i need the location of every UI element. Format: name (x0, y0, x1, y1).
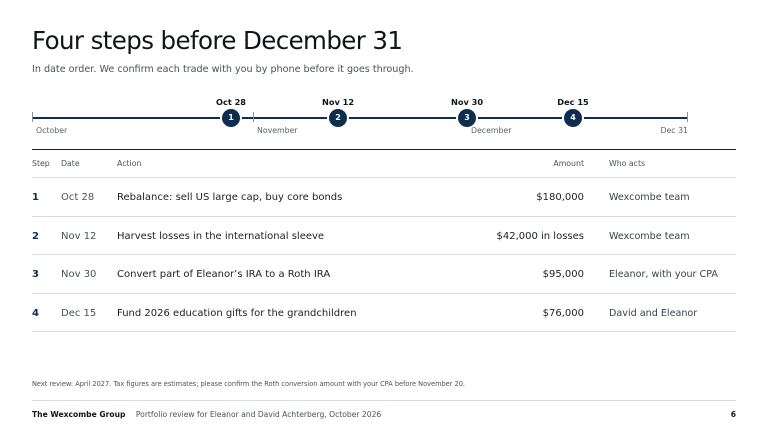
timeline-tick-dec-31 (687, 112, 688, 122)
step-number: 1 (32, 192, 39, 203)
column-header-amount: Amount (553, 159, 584, 168)
step-amount: $180,000 (536, 192, 584, 203)
column-header-step: Step (32, 159, 50, 168)
step-amount: $95,000 (542, 269, 584, 280)
step-date: Dec 15 (61, 307, 97, 319)
timeline-event-marker-3: 3 (458, 109, 476, 127)
timeline-month-december: December (471, 126, 512, 135)
timeline-tick-november (253, 112, 254, 122)
slide-title: Four steps before December 31 (32, 26, 403, 55)
footnote: Next review: April 2027. Tax figures are estimates; please confirm the Roth conversion amount with your CPA before November 20. (32, 380, 466, 388)
timeline-month-october: October (36, 126, 68, 135)
step-number: 2 (32, 230, 39, 242)
timeline-event-marker-2: 2 (329, 109, 347, 127)
table-row (32, 217, 736, 256)
step-number: 3 (32, 269, 39, 280)
table-row (32, 294, 736, 333)
column-header-action: Action (117, 159, 142, 168)
table-row (32, 255, 736, 294)
table-header-row (32, 149, 736, 178)
step-amount: $42,000 in losses (496, 230, 584, 242)
steps-table (32, 149, 736, 332)
step-action: Fund 2026 education gifts for the grandchildren (117, 307, 357, 319)
timeline-month-dec-31: Dec 31 (660, 126, 688, 135)
step-action: Rebalance: sell US large cap, buy core bonds (117, 192, 343, 203)
step-amount: $76,000 (542, 307, 584, 319)
step-date: Nov 30 (61, 269, 97, 280)
step-number: 4 (32, 307, 39, 319)
column-header-who-acts: Who acts (609, 159, 646, 168)
footer-description: Portfolio review for Eleanor and David Achterberg, October 2026 (135, 410, 382, 419)
footer-divider (32, 400, 736, 401)
slide-footer (32, 410, 736, 422)
timeline-event-date-1: Oct 28 (216, 97, 246, 107)
timeline-event-date-4: Dec 15 (557, 97, 589, 107)
step-date: Oct 28 (61, 192, 95, 203)
column-header-date: Date (61, 159, 80, 168)
timeline-event-date-2: Nov 12 (321, 97, 355, 107)
slide-subtitle: In date order. We confirm each trade with you by phone before it goes through. (32, 64, 414, 75)
timeline (0, 92, 768, 140)
step-who-acts: Wexcombe team (609, 230, 690, 242)
firm-name: The Wexcombe Group (32, 410, 126, 419)
page-number: 6 (730, 410, 736, 419)
timeline-month-november: November (257, 126, 298, 135)
step-action: Harvest losses in the international sleeve (117, 230, 325, 242)
timeline-axis (32, 117, 688, 119)
step-who-acts: Eleanor, with your CPA (609, 269, 718, 280)
step-date: Nov 12 (61, 230, 97, 242)
step-action: Convert part of Eleanor’s IRA to a Roth IRA (117, 269, 331, 280)
step-who-acts: Wexcombe team (609, 192, 690, 203)
timeline-event-marker-4: 4 (564, 109, 582, 127)
timeline-tick-october (32, 112, 33, 122)
timeline-event-marker-1: 1 (222, 109, 240, 127)
timeline-event-date-3: Nov 30 (450, 97, 484, 107)
step-who-acts: David and Eleanor (609, 307, 698, 319)
table-row (32, 178, 736, 217)
